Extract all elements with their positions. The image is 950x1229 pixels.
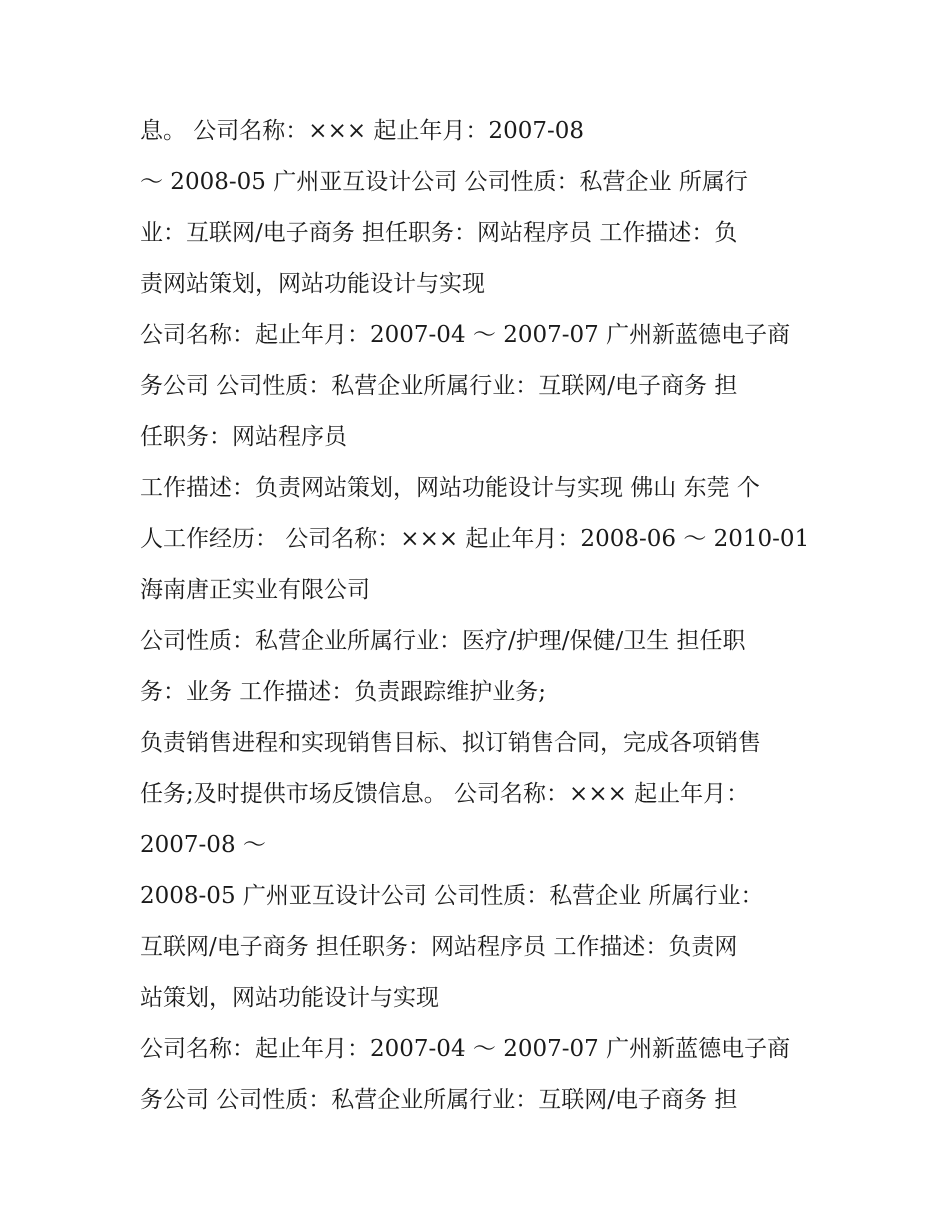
text-line: ～ 2008-05 广州亚互设计公司 公司性质：私营企业 所属行	[140, 169, 748, 195]
text-line: 负责销售进程和实现销售目标、拟订销售合同，完成各项销售	[140, 730, 761, 756]
text-line: 务公司 公司性质：私营企业所属行业：互联网/电子商务 担	[140, 1087, 738, 1113]
text-line: 任务;及时提供市场反馈信息。 公司名称：××× 起止年月：	[140, 781, 750, 807]
text-line: 工作描述：负责网站策划，网站功能设计与实现 佛山 东莞 个	[140, 475, 760, 501]
text-line: 任职务：网站程序员	[140, 424, 347, 450]
text-line: 责网站策划，网站功能设计与实现	[140, 271, 485, 297]
text-line: 公司名称：起止年月：2007-04 ～ 2007-07 广州新蓝德电子商	[140, 322, 791, 348]
text-line: 2008-05 广州亚互设计公司 公司性质：私营企业 所属行业：	[140, 883, 764, 909]
text-line: 务：业务 工作描述：负责跟踪维护业务;	[140, 679, 547, 705]
text-line: 2007-08 ～	[140, 832, 266, 858]
text-line: 站策划，网站功能设计与实现	[140, 985, 439, 1011]
text-line: 互联网/电子商务 担任职务：网站程序员 工作描述：负责网	[140, 934, 738, 960]
text-line: 人工作经历： 公司名称：××× 起止年月：2008-06 ～ 2010-01	[140, 526, 810, 552]
document-body	[140, 106, 830, 1126]
text-line: 公司性质：私营企业所属行业：医疗/护理/保健/卫生 担任职	[140, 628, 746, 654]
text-line: 业：互联网/电子商务 担任职务：网站程序员 工作描述：负	[140, 220, 738, 246]
text-line: 公司名称：起止年月：2007-04 ～ 2007-07 广州新蓝德电子商	[140, 1036, 791, 1062]
text-line: 息。 公司名称：××× 起止年月：2007-08	[140, 118, 585, 144]
text-line: 务公司 公司性质：私营企业所属行业：互联网/电子商务 担	[140, 373, 738, 399]
text-line: 海南唐正实业有限公司	[140, 577, 370, 603]
